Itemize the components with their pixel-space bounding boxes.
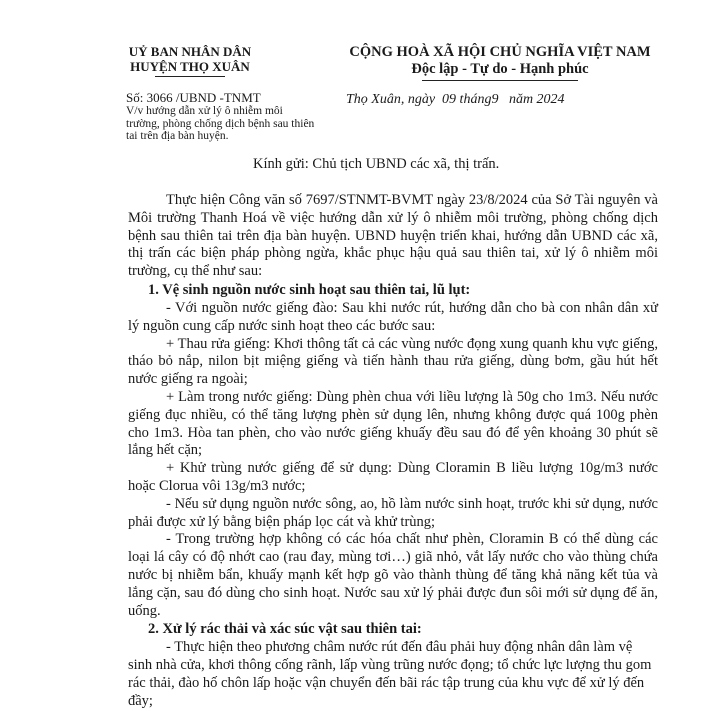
authority-line-1: UỶ BAN NHÂN DÂN [128, 44, 252, 59]
document-number: Số: 3066 /UBND -TNMT [126, 90, 261, 105]
document-date: Thọ Xuân, ngày 09 tháng9 năm 2024 [346, 92, 565, 107]
authority-line-2: HUYỆN THỌ XUÂN [130, 59, 250, 74]
section-2-heading: 2. Xử lý rác thải và xác súc vật sau thiên tai: [148, 621, 422, 638]
section-2-paragraph: - Thực hiện theo phương châm nước rút đến đâu phải huy động nhân dân làm vệ sinh nhà cửa, khơi thông cống rãnh, lấp vùng trũng nước đọng; tổ chức lực lượng thu gom rác thải, đào hố chôn lấp hoặc vận chuyển đến bãi rác tập trung của khu vực để xử lý đến đầy; [128, 639, 652, 709]
section-1-paragraph: - Trong trường hợp không có các hóa chất như phèn, Cloramin B có thể dùng các loại lá cây có độ nhớt cao (rau đay, mùng tơi…) giã nhỏ, vắt lấy nước cho vào thùng chứa nước bị nhiễm bẩn, khuấy mạnh kết hợp gõ vào thành thùng để tăng khả năng kết tủa và lắng cặn, sau đó dùng cho sinh hoạt. Nước sau xử lý phải được đun sôi mới sử dụng để ăn, uống. [128, 531, 658, 619]
section-1-paragraph: + Khử trùng nước giếng để sử dụng: Dùng Cloramin B liều lượng 10g/m3 nước hoặc Clorua vôi 13g/m3 nước; [128, 460, 658, 494]
issuing-authority [96, 44, 284, 77]
recipient-line: Kính gửi: Chủ tịch UBND các xã, thị trấn. [253, 156, 500, 172]
section-1-paragraph: - Nếu sử dụng nguồn nước sông, ao, hồ làm nước sinh hoạt, trước khi sử dụng, nước phải được xử lý bằng biện pháp lọc cát và khử trùng; [128, 495, 658, 530]
document-body [128, 192, 658, 711]
document-subject: V/v hướng dẫn xử lý ô nhiễm môi trường, phòng chống dịch bệnh sau thiên tai trên địa bàn huyện. [126, 105, 315, 142]
motto-underline [422, 80, 578, 81]
section-1-paragraph: + Thau rửa giếng: Khơi thông tất cả các vùng nước đọng xung quanh khu vực giếng, tháo bỏ nắp, nilon bịt miệng giếng và tiến hành thau rửa giếng, dùng bơm, gầu hút hết nước giếng ra ngoài; [128, 335, 658, 388]
section-1-paragraph: + Làm trong nước giếng: Dùng phèn chua với liều lượng là 50g cho 1m3. Nếu nước giếng đục nhiều, có thể tăng lượng phèn sử dụng lên, nhưng không được quá 100g phèn cho 1m3. Hòa tan phèn, cho vào nước giếng khuấy đều sau đó để yên khoảng 30 phút sẽ lắng hết cặn; [128, 388, 658, 459]
intro-paragraph: Thực hiện Công văn số 7697/STNMT-BVMT ngày 23/8/2024 của Sở Tài nguyên và Môi trường Thanh Hoá về việc hướng dẫn xử lý ô nhiễm môi trường, phòng chống dịch bệnh sau thiên tai trên địa bàn huyện. UBND huyện triển khai, hướng dẫn UBND các xã, thị trấn các biện pháp phòng ngừa, khắc phục hậu quả sau thiên tai, xử lý ô nhiễm môi trường, cụ thể như sau: [128, 192, 658, 280]
section-1-paragraph: - Với nguồn nước giếng đào: Sau khi nước rút, hướng dẫn cho bà con nhân dân xử lý nguồn cung cấp nước sinh hoạt theo các bước sau: [128, 299, 658, 334]
section-1-heading: 1. Vệ sinh nguồn nước sinh hoạt sau thiên tai, lũ lụt: [148, 281, 471, 298]
authority-underline [155, 76, 225, 77]
national-motto: Độc lập - Tự do - Hạnh phúc [411, 61, 589, 77]
national-title [300, 44, 700, 81]
country-name: CỘNG HOÀ XÃ HỘI CHỦ NGHĨA VIỆT NAM [349, 44, 651, 60]
